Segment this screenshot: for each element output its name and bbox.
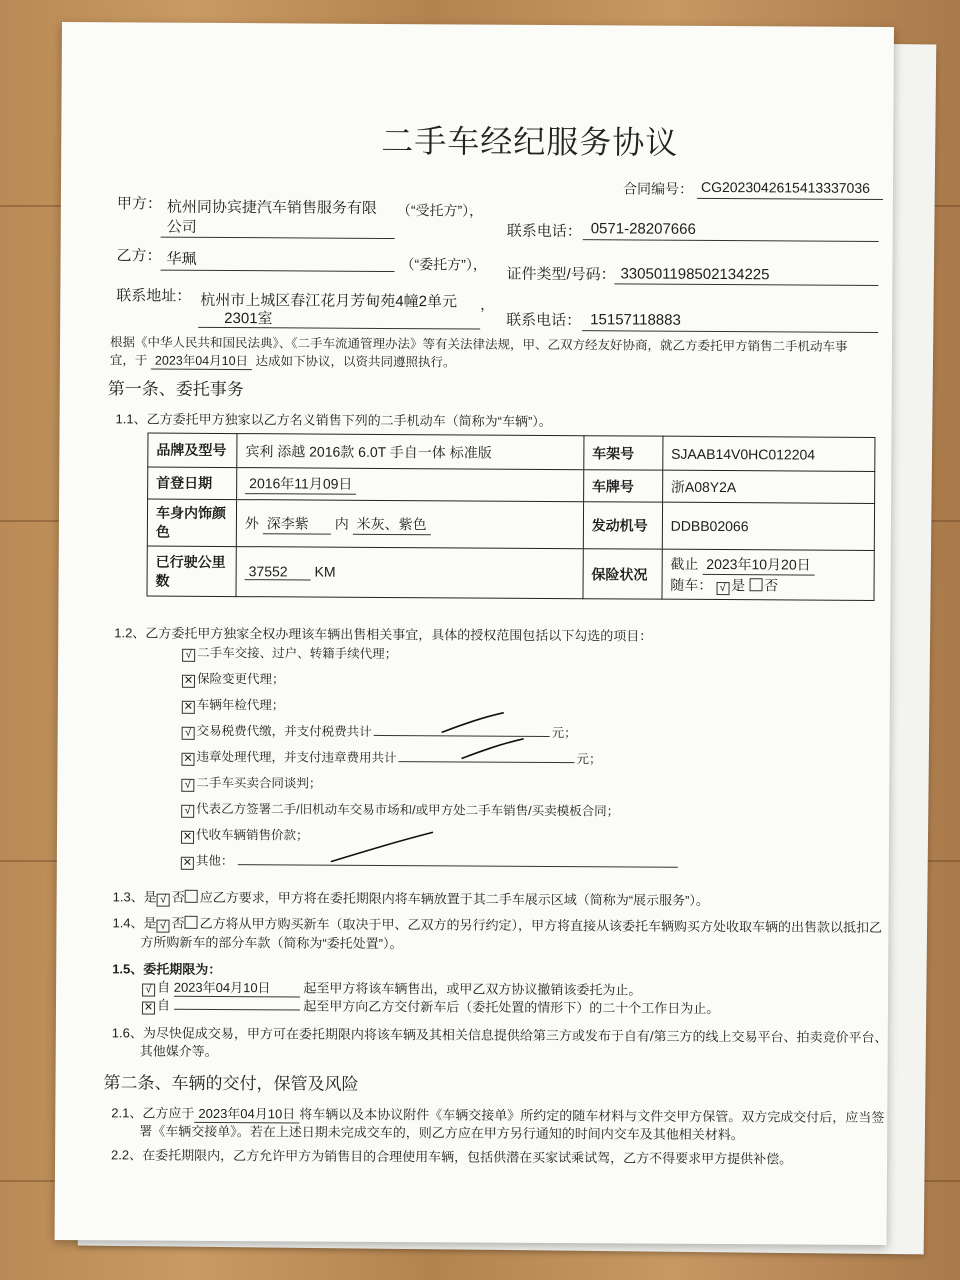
scope-item: ✕ 其他： [181,851,678,873]
id-label: 证件类型/号码： [506,265,616,284]
section2-title: 第二条、车辆的交付，保管及风险 [103,1073,359,1094]
clause-1-2: 1.2、乙方委托甲方独家全权办理该车辆出售相关事宜，具体的授权范围包括以下勾选的项目： [114,625,653,644]
contract-no-label: 合同编号： [622,180,694,197]
reg-date-value: 2016年11月09日 [245,473,356,495]
scope-item: ✕ 违章处理代理，并支付违章费用共计 元； [183,749,602,767]
insurance-no-checkbox [749,578,762,591]
address-line2: 2301室 [224,309,273,328]
clause-1-6-line2: 其他媒介等。 [139,1043,218,1059]
scope-item: ✕ 车辆年检代理； [183,697,285,713]
plate-value: 浙A08Y2A [662,470,874,503]
term-option-a: √ 自 2023年04月10日 起至甲方将该车辆售出，或甲乙双方协议撤销该委托为止。 [142,977,641,1000]
party-a-phone-label: 联系电话： [506,222,582,241]
vin-value: SJAAB14V0HC012204 [663,436,875,471]
clause-2-2: 2.2、在委托期限内，乙方允许甲方为销售目的合理使用车辆，包括供潜在买家试乘试驾，乙方不得要求甲方提供补偿。 [111,1147,793,1167]
vehicle-table: 品牌及型号 宾利 添越 2016款 6.0T 手自一体 标准版 车架号 SJAAB14V0HC012204 首登日期 2016年11月09日 车牌号 浙A08Y2A 车身内饰颜色 外 深李紫 内 米灰、紫色 发动机号 DDBB02066 已行驶公里数 37552 KM 保险状况 截止 2023年10月20日 随车： √ 是 否 [146,433,875,601]
exterior-color: 深李紫 [263,513,331,534]
clause-1-3-yes-checkbox: √ [157,894,170,907]
scope-item: √ 交易税费代缴，并支付税费共计 元； [182,721,577,742]
document-title: 二手车经纪服务协议 [381,122,679,161]
id-number: 330501198502134225 [620,265,770,284]
scope-item: √ 二手车买卖合同谈判； [181,773,321,793]
contract-no: CG2023042615413337036 [700,178,870,196]
clause-1-6-line1: 1.6、为尽快促成交易，甲方可在委托期限内将该车辆及其相关信息提供给第三方或发布于自有/第三方的线上交易平台、拍卖竞价平台、 [111,1025,888,1046]
party-b-role: （“委托方”）， [400,256,487,273]
address-comma: ， [480,296,495,313]
clause-1-4-no-checkbox [185,916,198,929]
clause-1-4: 1.4、是 √ 否 乙方将从甲方购买新车（取决于甲、乙双方的另行约定），甲方将直接从该委托车辆购买方处收取车辆的出售款以抵扣乙 [112,915,883,936]
clause-2-1-line1: 2.1、乙方应于 2023年04月10日 将车辆以及本协议附件《车辆交接单》所约定的随车材料与文件交甲方保管。双方完成交付后，应当签 [111,1102,884,1127]
party-a-name-line2: 公司 [166,218,197,236]
clause-1-3: 1.3、是 √ 否 应乙方要求，甲方将在委托期限内将车辆放置于其二手车展示区域（简称为“展示服务”）。 [112,889,709,908]
contract-page [55,22,894,1245]
mileage-label: 已行驶公里数 [147,546,236,597]
party-b-phone-label: 联系电话： [506,311,582,330]
preamble-line2: 宜，于 2023年04月10日 达成如下协议，以资共同遵照执行。 [110,350,456,371]
insurance-label: 保险状况 [583,549,662,599]
engine-label: 发动机号 [583,502,662,549]
clause-1-4-line2: 方所购新车的部分车款（简称为“委托处置”）。 [140,934,403,952]
section1-title: 第一条、委托事务 [107,379,244,400]
preamble-line1: 根据《中华人民共和国民法典》、《二手车流通管理办法》等有关法律法规，甲、乙双方经友好协商，就乙方委托甲方销售二手机动车事 [110,335,848,354]
party-a-role: （“受托方”）， [396,202,484,219]
delivery-date: 2023年04月10日 [194,1103,299,1124]
handwritten-stroke [438,710,508,736]
address-label: 联系地址： [116,287,192,305]
clause-1-1: 1.1、乙方委托甲方独家以乙方名义销售下列的二手机动车（简称为“车辆”）。 [115,411,552,429]
clause-1-5: 1.5、委托期限为： [112,961,222,977]
party-a-phone: 0571-28207666 [590,220,696,238]
brand-label: 品牌及型号 [148,433,237,468]
party-a-label: 甲方： [116,195,162,213]
handwritten-stroke [457,736,527,762]
vin-label: 车架号 [584,436,663,470]
plate-label: 车牌号 [583,470,662,502]
party-b-phone: 15157118883 [590,311,681,329]
color-label: 车身内饰颜色 [147,499,236,547]
mileage-value: 37552 [245,563,311,580]
scope-item: ✕ 代收车辆销售价款； [182,827,309,843]
clause-1-3-no-checkbox [185,890,198,903]
reg-date-label: 首登日期 [148,467,237,500]
party-b-name: 华珮 [166,250,197,268]
engine-value: DDBB02066 [662,502,875,550]
scope-item: ✕ 保险变更代理； [183,671,285,687]
insurance-date: 2023年10月20日 [702,554,814,576]
party-a-name-line1: 杭州同协宾捷汽车销售服务有限 [166,198,377,217]
clause-1-4-yes-checkbox: √ [157,920,170,933]
clause-2-1-line2: 署《车辆交接单》。若在上述日期未完成交车的，则乙方应在甲方另行通知的时间内交车及其他相关材料。 [139,1123,744,1143]
scope-item: √ 二手车交接、过户、转籍手续代理； [182,643,397,663]
term-option-b: ✕ 自 起至甲方向乙方交付新车后（委托处置的情形下）的二十个工作日为止。 [143,997,720,1017]
address-line1: 杭州市上城区春江花月芳甸苑4幢2单元 [200,291,458,311]
party-b-label: 乙方： [116,247,162,265]
handwritten-stroke [327,830,437,867]
brand-value: 宾利 添越 2016款 6.0T 手自一体 标准版 [237,434,584,470]
preamble-date: 2023年04月10日 [151,351,252,371]
interior-color: 米灰、紫色 [353,513,431,534]
scope-item: √ 代表乙方签署二手/旧机动车交易市场和/或甲方处二手车销售/买卖模板合同； [181,799,619,821]
term-start-date: 2023年04月10日 [174,977,300,998]
insurance-yes-checkbox: √ [716,582,729,595]
